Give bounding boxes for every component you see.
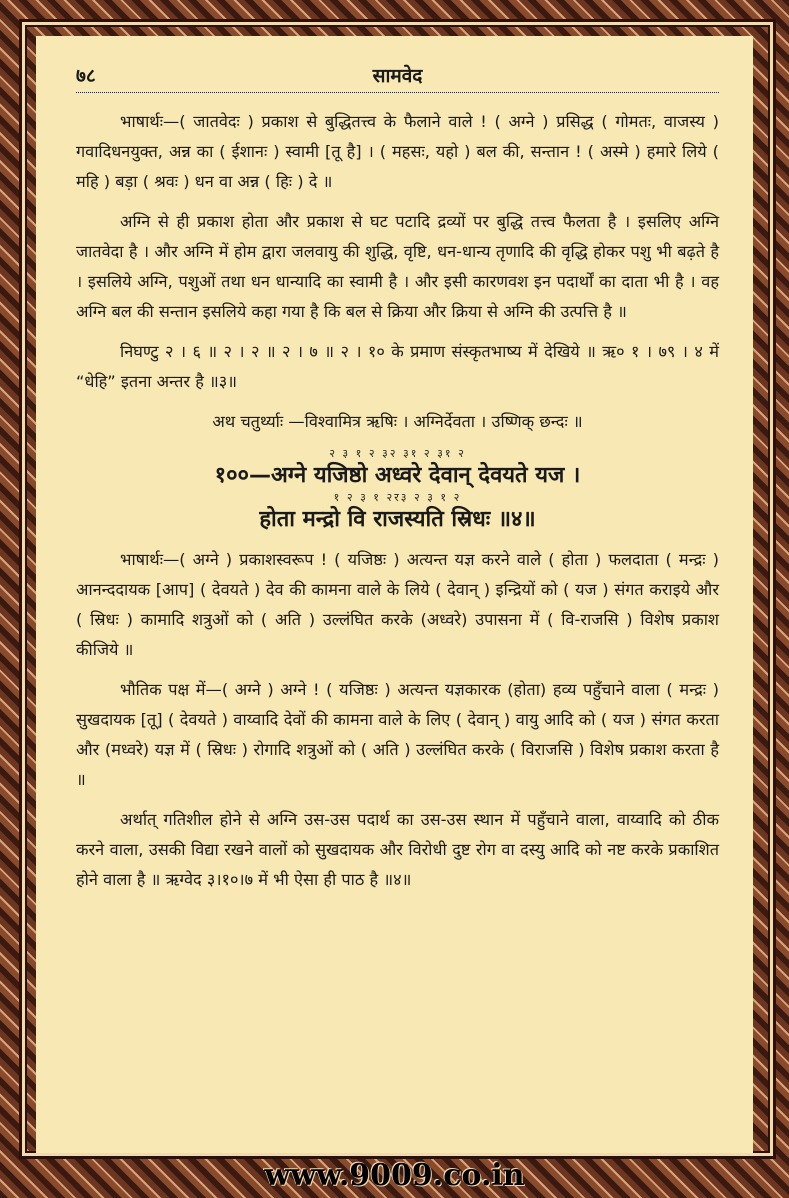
page-number: ७८ (76, 65, 96, 87)
paragraph-reference: निघण्टु २ । ६ ॥ २ । २ ॥ २ । ७ ॥ २ । १० के प्रमाण संस्कृतभाष्य में देखिये ॥ ऋ० १ । ७९ । ४ में “धेहि” इतना अन्तर है ॥३॥ (76, 342, 719, 391)
page-title: सामवेद (372, 65, 423, 87)
paragraph-explanation: अग्नि से ही प्रकाश होता और प्रकाश से घट पटादि द्रव्यों पर बुद्धि तत्त्व फैलता है । इसलिए अग्नि जातवेदा है । और अग्नि में होम द्वारा जलवायु की शुद्धि, वृष्टि, धन-धान्य तृणादि की वृद्धि होकर पशु भी बढ़ते है । इसलिये अग्नि, पशुओं तथा धन धान्यादि का स्वामी है । और इसी कारणवश इन पदार्थों का दाता भी है । वह अग्नि बल की सन्तान इसलिये कहा गया है कि बल से क्रिया और क्रिया से अग्नि की उत्पत्ति है ॥ (76, 212, 719, 321)
svara-marks-line-2: १ २ ३ १ २र३ २ ३ १ २ (333, 491, 462, 504)
page-header (76, 58, 719, 93)
paragraph-bhashartha-1: भाषार्थः—( जातवेदः ) प्रकाश से बुद्धितत्त्व के फैलाने वाले ! ( अग्ने ) प्रसिद्ध ( गोमतः, वाजस्य ) गवादिधनयुक्त, अन्न का ( ईशानः ) स्वामी [तू है] । ( महसः, यहो ) बल की, सन्तान ! ( अस्मे ) हमारे लिये ( महि ) बड़ा ( श्रवः ) धन वा अन्न ( हिः ) दे ॥ (76, 112, 719, 191)
paragraph-bhashartha-2: भाषार्थः—( अग्ने ) प्रकाशस्वरूप ! ( यजिष्ठः ) अत्यन्त यज्ञ करने वाले ( होता ) फलदाता ( मन्द्रः ) आनन्ददायक [आप] ( देवयते ) देव की कामना वाले के लिये ( देवान् ) इन्द्रियों को ( यज ) संगत कराइये और ( स्रिधः ) कामादि शत्रुओं को ( अति ) उल्लंघित करके (अध्वरे) उपासना में ( वि-राजसि ) विशेष प्रकाश कीजिये ॥ (76, 550, 719, 659)
mantra-intro: अथ चतुर्थ्याः —विश्वामित्र ऋषिः । अग्निर्देवता । उष्णिक् छन्दः ॥ (212, 412, 583, 431)
paragraph-bhautik-paksh: भौतिक पक्ष में—( अग्ने ) अग्ने ! ( यजिष्ठः ) अत्यन्त यज्ञकारक (होता) हव्य पहुँचाने वाला ( मन्द्रः ) सुखदायक [तू] ( देवयते ) वाय्वादि देवों की कामना वाले के लिए ( देवान् ) वायु आदि को ( यज ) संगत करता और (मध्वरे) यज्ञ में ( स्रिधः ) रोगादि शत्रुओं को ( अति ) उल्लंघित करके ( विराजसि ) विशेष प्रकाश करता है ॥ (76, 680, 719, 789)
paragraph-arthat: अर्थात् गतिशील होने से अग्नि उस-उस पदार्थ का उस-उस स्थान में पहुँचाने वाला, वाय्वादि को ठीक करने वाला, उसकी विद्या रखने वालों को सुखदायक और विरोधी दुष्ट रोग वा दस्यु आदि को नष्ट करके प्रकाशित होने वाला है ॥ ऋग्वेद ३।१०।७ में भी ऐसा ही पाठ है ॥४॥ (76, 810, 719, 889)
book-page (36, 36, 753, 1153)
mantra-line-2: होता मन्द्रो वि राजस्यति स्रिधः ॥४॥ (259, 507, 536, 532)
website-watermark: www.9009.co.in (264, 1158, 525, 1193)
mantra-line-1: १००—अग्ने यजिष्ठो अध्वरे देवान् देवयते यज । (214, 463, 581, 488)
svara-marks-line-1: २ ३ १ २ ३२ ३१ २ ३१ २ (329, 447, 466, 460)
